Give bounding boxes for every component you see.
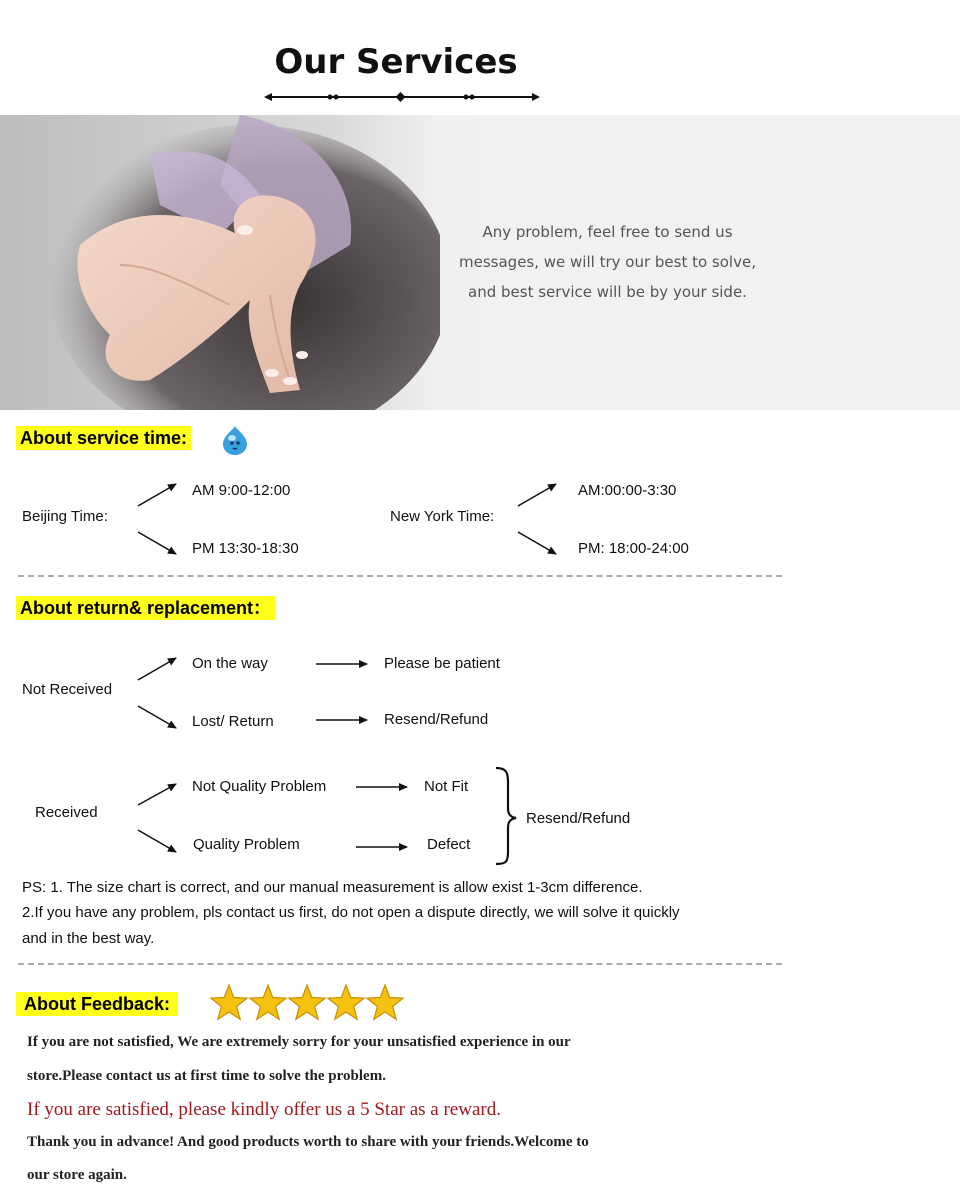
banner-message (445, 217, 770, 307)
arrow-down-icon (138, 830, 176, 852)
hero-banner (0, 115, 960, 410)
banner-line: and best service will be by your side. (468, 283, 747, 301)
arrow-down-icon (138, 706, 176, 728)
resend-refund-label: Resend/Refund (384, 711, 489, 728)
five-star-rating (208, 982, 408, 1024)
newyork-time-label: New York Time: (390, 508, 495, 525)
arrow-down-icon (518, 532, 556, 554)
star-icon (250, 985, 286, 1019)
lost-return-label: Lost/ Return (192, 713, 274, 730)
feedback-line: our store again. (27, 1167, 127, 1183)
arrow-up-icon (138, 658, 176, 680)
section-divider (18, 575, 782, 577)
feedback-reward-line: If you are satisfied, please kindly offer us a 5 Star as a reward. (27, 1099, 501, 1120)
arrow-up-icon (518, 484, 556, 506)
please-be-patient-label: Please be patient (384, 655, 500, 672)
page-title: Our Services (274, 42, 518, 82)
ps-line: 2.If you have any problem, pls contact us first, do not open a dispute directly, we will solve it quickly (22, 904, 680, 921)
newyork-am-hours: AM:00:00-3:30 (578, 482, 677, 499)
banner-line: Any problem, feel free to send us (482, 223, 733, 241)
feedback-line: If you are not satisfied, We are extremely sorry for your unsatisfied experience in our (27, 1034, 571, 1050)
star-icon (211, 985, 247, 1019)
banner-line: messages, we will try our best to solve, (459, 253, 756, 271)
ps-line: and in the best way. (22, 930, 155, 947)
return-heading: About return& replacement： (16, 596, 275, 620)
service-time-heading: About service time: (16, 426, 191, 450)
beijing-pm-hours: PM 13:30-18:30 (192, 540, 299, 557)
quality-problem-label: Quality Problem (193, 836, 300, 853)
defect-label: Defect (427, 836, 471, 853)
section-divider (18, 963, 782, 965)
arrow-down-icon (138, 532, 176, 554)
service-time-arrows (0, 470, 960, 570)
resend-refund-label: Resend/Refund (526, 810, 631, 827)
on-the-way-label: On the way (192, 655, 268, 672)
not-received-label: Not Received (22, 681, 113, 698)
feedback-line: Thank you in advance! And good products worth to share with your friends.Welcome to (27, 1134, 589, 1150)
arrow-up-icon (138, 784, 176, 805)
title-ornament (262, 86, 542, 108)
beijing-time-label: Beijing Time: (22, 508, 108, 525)
arrow-up-icon (138, 484, 176, 506)
received-label: Received (35, 804, 98, 821)
ps-line: PS: 1. The size chart is correct, and our manual measurement is allow exist 1-3cm difference. (22, 879, 643, 896)
newyork-pm-hours: PM: 18:00-24:00 (578, 540, 689, 557)
feedback-line: store.Please contact us at first time to solve the problem. (27, 1068, 386, 1084)
not-quality-problem-label: Not Quality Problem (192, 778, 327, 795)
star-icon (367, 985, 403, 1019)
star-icon (328, 985, 364, 1019)
feedback-heading: About Feedback: (16, 992, 178, 1016)
not-fit-label: Not Fit (424, 778, 469, 795)
return-flow-arrows (0, 640, 960, 870)
heart-hands-photo (0, 115, 440, 410)
beijing-am-hours: AM 9:00-12:00 (192, 482, 291, 499)
smiley-icon (219, 424, 251, 456)
curly-brace-icon (496, 768, 516, 864)
star-icon (289, 985, 325, 1019)
